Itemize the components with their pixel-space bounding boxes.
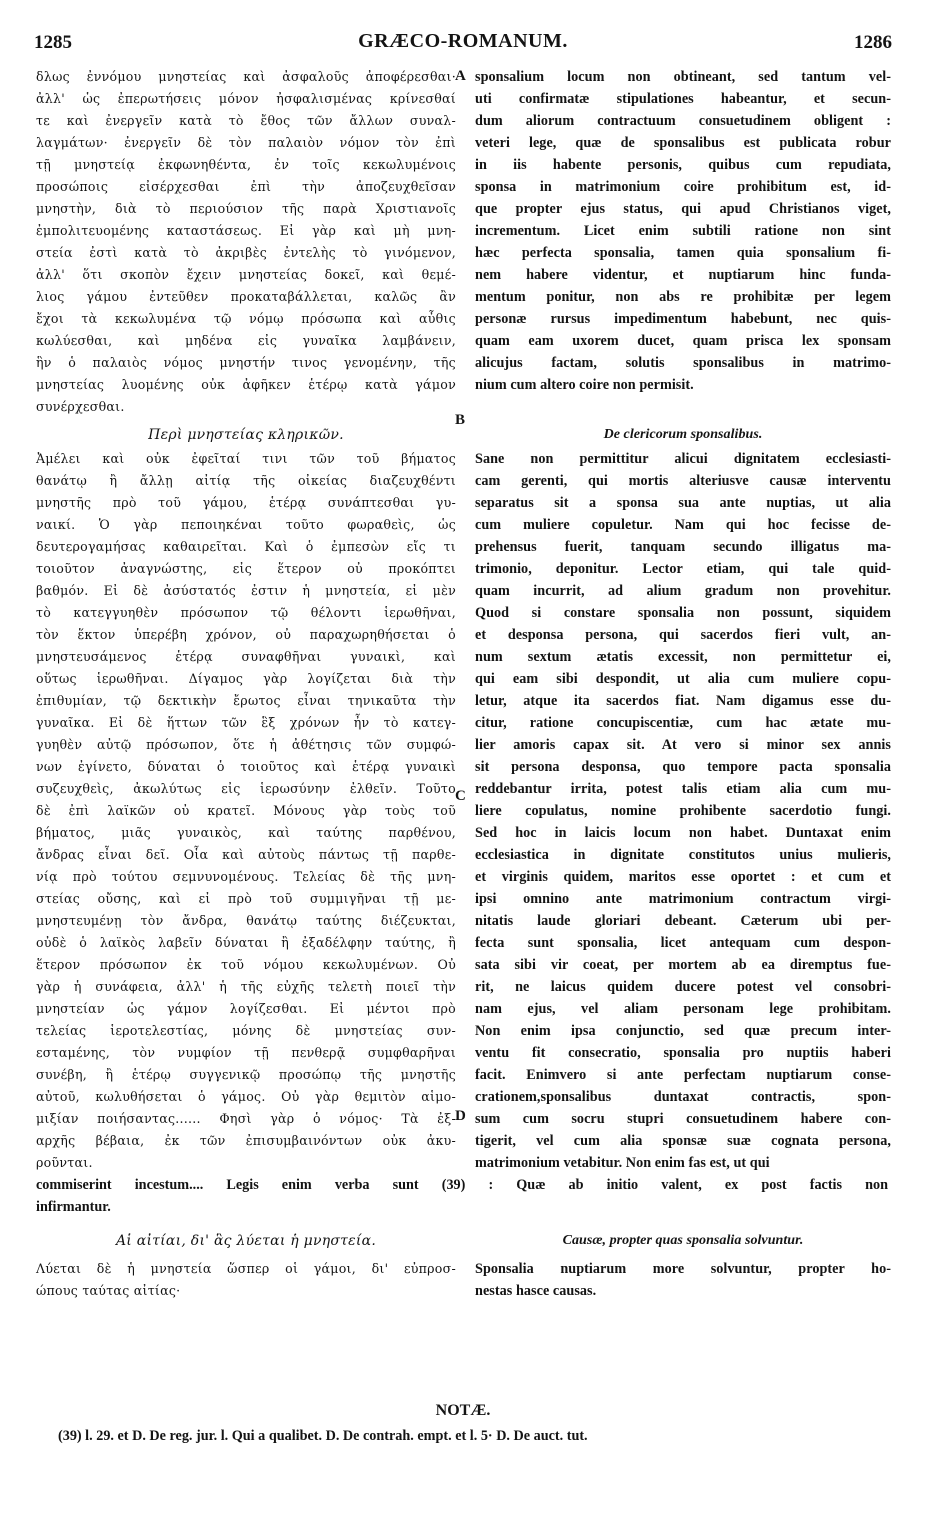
- latin-line: prehensus fuerit, tanquam secundo illigatus ma-: [475, 539, 891, 555]
- latin-line: citur, ratione concupiscentiæ, cum hac ætate mu-: [475, 715, 891, 731]
- greek-line: τῇ μνηστείᾳ ἐκφωνηθέντα, ἐν τοῖς κεκωλυμένοις: [36, 157, 456, 172]
- greek-line: τε καὶ ἐνεργεῖν κατὰ τὸ ἔθος τῶν ἄλλων συναλ-: [36, 113, 456, 128]
- latin-line: quam eam uxorem ducet, quam prisca lex sponsam: [475, 333, 891, 349]
- greek-line: συζευχθεὶς, ἀκωλύτως εἰς ἱερωσύνην ἐλθεῖν. Τοῦτο: [36, 781, 456, 796]
- latin-line: dum aliorum contractuum consuetudinem obligent :: [475, 113, 891, 129]
- greek-section-heading: Περὶ μνηστείας κληρικῶν.: [148, 427, 344, 443]
- latin-line: ventu fit consecratio, sponsalia pro nuptiis haberi: [475, 1045, 891, 1061]
- latin-line: hæc perfecta sponsalia, tamen quia sponsalium fi-: [475, 245, 891, 261]
- latin-line: sum cum socru stupri consuetudinem habere con-: [475, 1111, 891, 1127]
- greek-line: ἣν ὁ παλαιὸς νόμος μνηστήν τινος γενομένην, τῆς: [36, 355, 456, 370]
- latin-line: tigerit, vel cum alia sponsæ suæ cognata persona,: [475, 1133, 891, 1149]
- latin-line: sata sibi vir coeat, per mortem ab ea diremptus fue-: [475, 957, 891, 973]
- latin-line: Sed hoc in laicis locum non habet. Duntaxat enim: [475, 825, 891, 841]
- running-header: [34, 28, 892, 58]
- latin-section-heading: De clericorum sponsalibus.: [603, 427, 763, 442]
- greek-line: μνηστείαν ὡς γάμον λογίζεσθαι. Εἰ μέντοι πρὸ: [36, 1001, 456, 1016]
- latin-line: trimonio, deponitur. Lector etiam, qui tale quid-: [475, 561, 891, 577]
- greek-line: ροῦνται.: [36, 1155, 93, 1170]
- greek-line: νων ἐγίνετο, δύναται ὁ τοιοῦτος καὶ ἑτέρᾳ γυναικὶ: [36, 759, 456, 774]
- greek-line: ἐμπολιτευομένης καταστάσεως. Εἰ γὰρ καὶ μὴ μνη-: [36, 223, 456, 238]
- greek-line: ἄνδρας εἶναι δεῖ. Οἷα καὶ αὐτοὺς πάντως τῇ παρθε-: [36, 847, 456, 862]
- latin-line: reddebantur irrita, potest talis etiam alia cum mu-: [475, 781, 891, 797]
- greek-line: αρχῆς βέβαια, ἐκ τῶν ἐπισυμβαινόντων οὐκ ἀκυ-: [36, 1133, 456, 1148]
- latin-line: personæ rursus impedimentum habebunt, nec quis-: [475, 311, 891, 327]
- greek-line: ώπους ταύτας αἰτίας·: [36, 1283, 181, 1298]
- greek-line: δὲ ἐπὶ λαϊκῶν οὐ κρατεῖ. Μόνους γὰρ τοὺς τοῦ: [36, 803, 456, 818]
- greek-line: ἕτερον πρόσωπον ἐκ τοῦ νόμου κεκωλυμένων. Οὐ: [36, 957, 456, 972]
- section-marker: B: [455, 412, 466, 428]
- greek-line: τελείας ἱεροτελεστίας, μόνης δὲ μνηστείας συν-: [36, 1023, 456, 1038]
- latin-line: num sextum ætatis excessit, non permittetur ei,: [475, 649, 891, 665]
- greek-line: λαγμάτων· ἐνεργεῖν δὲ τὸν παλαιὸν νόμον τὸν ἐπὶ: [36, 135, 456, 150]
- greek-line: κωλύεσθαι, καὶ μηδένα εἰς γυναῖκα λαμβάνειν,: [36, 333, 456, 348]
- latin-line: fecta sunt sponsalia, licet antequam cum despon-: [475, 935, 891, 951]
- latin-line: qui eam sibi despondit, ut alia cum muliere copu-: [475, 671, 891, 687]
- greek-line: βαθμόν. Εἰ δὲ ἀσύστατός ἐστιν ἡ μνηστεία, εἰ μὲν: [36, 583, 456, 598]
- latin-line: separatus sit a sponsa sua ante nuptias, ut alia: [475, 495, 891, 511]
- latin-line: Sponsalia nuptiarum more solvuntur, propter ho-: [475, 1261, 891, 1277]
- latin-line: sponsa in matrimonium coire prohibitum est, id-: [475, 179, 891, 195]
- greek-line: μνηστῆς πρὸ τοῦ γάμου, ἑτέρᾳ συνάπτεσθαι γυ-: [36, 495, 456, 510]
- greek-line: ναικί. Ὁ γὰρ πεποιηκέναι τοῦτο φωραθεὶς, ὡς: [36, 517, 456, 532]
- latin-line: lier amoris capax sit. At vero si minor sex annis: [475, 737, 891, 753]
- latin-line: Quod si constare sponsalia non possunt, siquidem: [475, 605, 891, 621]
- latin-line: quam incurrit, ad alium gradum non provehitur.: [475, 583, 891, 599]
- greek-line: συνέρχεσθαι.: [36, 399, 125, 414]
- running-title: GRÆCO-ROMANUM.: [358, 30, 568, 52]
- latin-line: sponsalium locum non obtineant, sed tantum vel-: [475, 69, 891, 85]
- latin-line: que propter ejus status, qui apud Christianos viget,: [475, 201, 891, 217]
- notes-text: (39) l. 29. et D. De reg. jur. l. Qui a qualibet. D. De contrah. empt. et l. 5· D. De auct. tut.: [58, 1428, 588, 1444]
- greek-line: οὐδὲ ὁ λαϊκὸς λαβεῖν δύναται ἢ ἐξαδέλφην ταύτης, ἢ: [36, 935, 456, 950]
- greek-line: τὸν ἕκτον ὑπερέβη χρόνον, οὐ παραχωρηθήσεται ὁ: [36, 627, 456, 642]
- latin-line: matrimonium vetabitur. Non enim fas est, ut qui: [475, 1155, 770, 1171]
- greek-line: στείας οὔσης, καὶ εἰ πρὸ τοῦ συμμιγῆναι τῇ με-: [36, 891, 456, 906]
- greek-line: μιξίαν ποιήσαντας...... Φησὶ γὰρ ὁ νόμος· Τὰ ἐξ-: [36, 1111, 456, 1126]
- latin-line: cum muliere copuletur. Nam qui hoc fecisse de-: [475, 517, 891, 533]
- greek-line: ἐπιθυμίαν, τῷ δεκτικὴν ἔρωτος εἶναι τηνικαῦτα τὴν: [36, 693, 456, 708]
- latin-line: ipsi omnino ante matrimonium contractum virgi-: [475, 891, 891, 907]
- latin-line: nam ejus, vel aliam personam lege prohibitam.: [475, 1001, 891, 1017]
- greek-line: μνηστευσάμενος ἑτέρᾳ συναφθῆναι γυναικὶ, καὶ: [36, 649, 456, 664]
- section-marker: A: [455, 68, 466, 84]
- latin-line: veteri lege, quæ de sponsalibus est publicata robur: [475, 135, 891, 151]
- greek-line: Λύεται δὲ ἡ μνηστεία ὥσπερ οἱ γάμοι, δι' εὐπροσ-: [36, 1261, 456, 1276]
- greek-line: γὰρ ἡ συνάφεια, ἀλλ' ἡ τῆς εὐχῆς τελετὴ ποιεῖ τὴν: [36, 979, 456, 994]
- greek-line: εσταμένης, τὸν νυμφίον τῇ πενθερᾷ συμφθαρῆναι: [36, 1045, 456, 1060]
- greek-line: Ἀμέλει καὶ οὐκ ἐφεῖταί τινι τῶν τοῦ βήματος: [36, 451, 456, 466]
- greek-line: λιος γάμου ἐντεῦθεν προκαταβάλλεται, καλῶς ἂν: [36, 289, 456, 304]
- greek-section-heading: Αἱ αἰτίαι, δι' ἃς λύεται ἡ μνηστεία.: [115, 1233, 377, 1249]
- latin-line: facit. Enimvero si ante perfectam nuptiarum conse-: [475, 1067, 891, 1083]
- greek-line: δλως ἐννόμου μνηστείας καὶ ἀσφαλοῦς ἀποφέρεσθαι·: [36, 69, 456, 84]
- greek-line: μνηστευμένῃ τὸν ἄνδρα, θανάτῳ ταύτης διέζευκται,: [36, 913, 456, 928]
- greek-line: μνηστὴν, διὰ τὸ περιούσιον τῆς παρὰ Χριστιανοῖς: [36, 201, 456, 216]
- latin-line: alicujus factam, solutis sponsalibus in matrimo-: [475, 355, 891, 371]
- greek-line: θανάτῳ ἢ ἄλλῃ αἰτίᾳ τῆς οἰκείας διαζευχθέντι: [36, 473, 456, 488]
- greek-line: αὐτοῦ, κωλυθήσεται ὁ γάμος. Οὐ γὰρ θεμιτὸν αἱμο-: [36, 1089, 456, 1104]
- latin-line: nem habere videntur, et nuptiarum hinc funda-: [475, 267, 891, 283]
- latin-line: crationem,sponsalibus duntaxat contractis, spon-: [475, 1089, 891, 1105]
- latin-line: nestas hasce causas.: [475, 1283, 597, 1299]
- latin-line: cam gerenti, qui mortis alteriusve causæ interventu: [475, 473, 891, 489]
- latin-line: in iis habente personis, quibus cum repudiata,: [475, 157, 891, 173]
- greek-line: ἀλλ' ὅτι σκοπὸν ἔχειν μνηστείας δοκεῖ, καὶ θεμέ-: [36, 267, 456, 282]
- latin-line: incrementum. Licet enim subtili ratione non sint: [475, 223, 891, 239]
- greek-line: ἔχοι τὰ κεκωλυμένα τῷ νόμῳ πρόσωπα καὶ αὖθις: [36, 311, 456, 326]
- greek-line: τὸ κατεγγυηθὲν πρόσωπον τῷ θέλοντι ἱερωθῆναι,: [36, 605, 456, 620]
- section-marker: C: [455, 788, 466, 804]
- greek-line: στεία ἐστὶ κατὰ τὸ ἀκριβὲς ἐντελὴς τὸ γινόμενον,: [36, 245, 456, 260]
- latin-line: Non enim ipsa conjunctio, sed quæ precum inter-: [475, 1023, 891, 1039]
- greek-line: μνηστείας λυομένης οὐκ ἀφῆκεν ἑτέρῳ κατὰ γάμον: [36, 377, 456, 392]
- fullwidth-line: commiserint incestum.... Legis enim verba sunt (39) : Quæ ab initio valent, ex post factis non: [36, 1177, 888, 1193]
- greek-line: ἀλλ' ὡς ἐπερωτήσεις μόνον ἠσφαλισμένας κρίνεσθαί: [36, 91, 456, 106]
- latin-line: Sane non permittitur alicui dignitatem ecclesiasti-: [475, 451, 891, 467]
- latin-line: letur, atque ita sacerdos fiat. Nam digamus esse du-: [475, 693, 891, 709]
- greek-line: νίᾳ πρὸ τούτου σεμνυνομένους. Τελείας δὲ τῆς μνη-: [36, 869, 456, 884]
- latin-line: uti confirmatæ stipulationes habeantur, et secun-: [475, 91, 891, 107]
- greek-line: βήματος, μιᾶς γυναικὸς, καὶ ταύτης παρθένου,: [36, 825, 456, 840]
- latin-line: nitatis laude gloriari debeant. Cæterum ubi per-: [475, 913, 891, 929]
- greek-line: τοιοῦτον ἀναγνώστης, εἰς ἕτερον οὐ προκόπτει: [36, 561, 456, 576]
- latin-line: rit, ne laicus quidem ducere potest vel consobri-: [475, 979, 891, 995]
- latin-line: sit persona desponsa, quo tempore pacta sponsalia: [475, 759, 891, 775]
- latin-line: nium cum altero coire non permisit.: [475, 377, 694, 393]
- greek-line: συνέβη, ἢ ἑτέρῳ συγγενικῷ προσώπῳ τῆς μνηστῆς: [36, 1067, 456, 1082]
- greek-line: δευτερογαμήσας καθαιρεῖται. Καὶ ὁ ἐμπεσὼν εἴς τι: [36, 539, 456, 554]
- notes-heading: NOTÆ.: [435, 1402, 491, 1419]
- page-number-left: 1285: [34, 32, 72, 53]
- latin-line: mentum ponitur, non abs re prohibitæ per legem: [475, 289, 891, 305]
- section-marker: D: [455, 1108, 466, 1124]
- greek-line: προσώποις εἰσέρχεσθαι ἐπὶ τὴν ἀποζευχθεῖσαν: [36, 179, 456, 194]
- latin-line: liere copulatus, nomine prohibente sacerdotio fungi.: [475, 803, 891, 819]
- latin-line: et desponsa persona, qui sacerdos fieri vult, an-: [475, 627, 891, 643]
- greek-line: οὕτως ἱερωθῆναι. Δίγαμος γὰρ λογίζεται διὰ τὴν: [36, 671, 456, 686]
- page-number-right: 1286: [854, 32, 892, 53]
- greek-line: γυηθὲν αὐτῷ πρόσωπον, ὅτε ἡ ἀθέτησις τῶν συμφώ-: [36, 737, 456, 752]
- fullwidth-line: infirmantur.: [36, 1199, 111, 1215]
- latin-line: ecclesiastica in dignitate constitutos unius mulieris,: [475, 847, 891, 863]
- latin-section-heading: Causæ, propter quas sponsalia solvuntur.: [562, 1233, 804, 1248]
- greek-line: γυναῖκα. Εἰ δὲ ἥττων τῶν ἓξ χρόνων ἦν τὸ κατεγ-: [36, 715, 456, 730]
- latin-line: et virginis quidem, maritos esse oportet : et cum et: [475, 869, 891, 885]
